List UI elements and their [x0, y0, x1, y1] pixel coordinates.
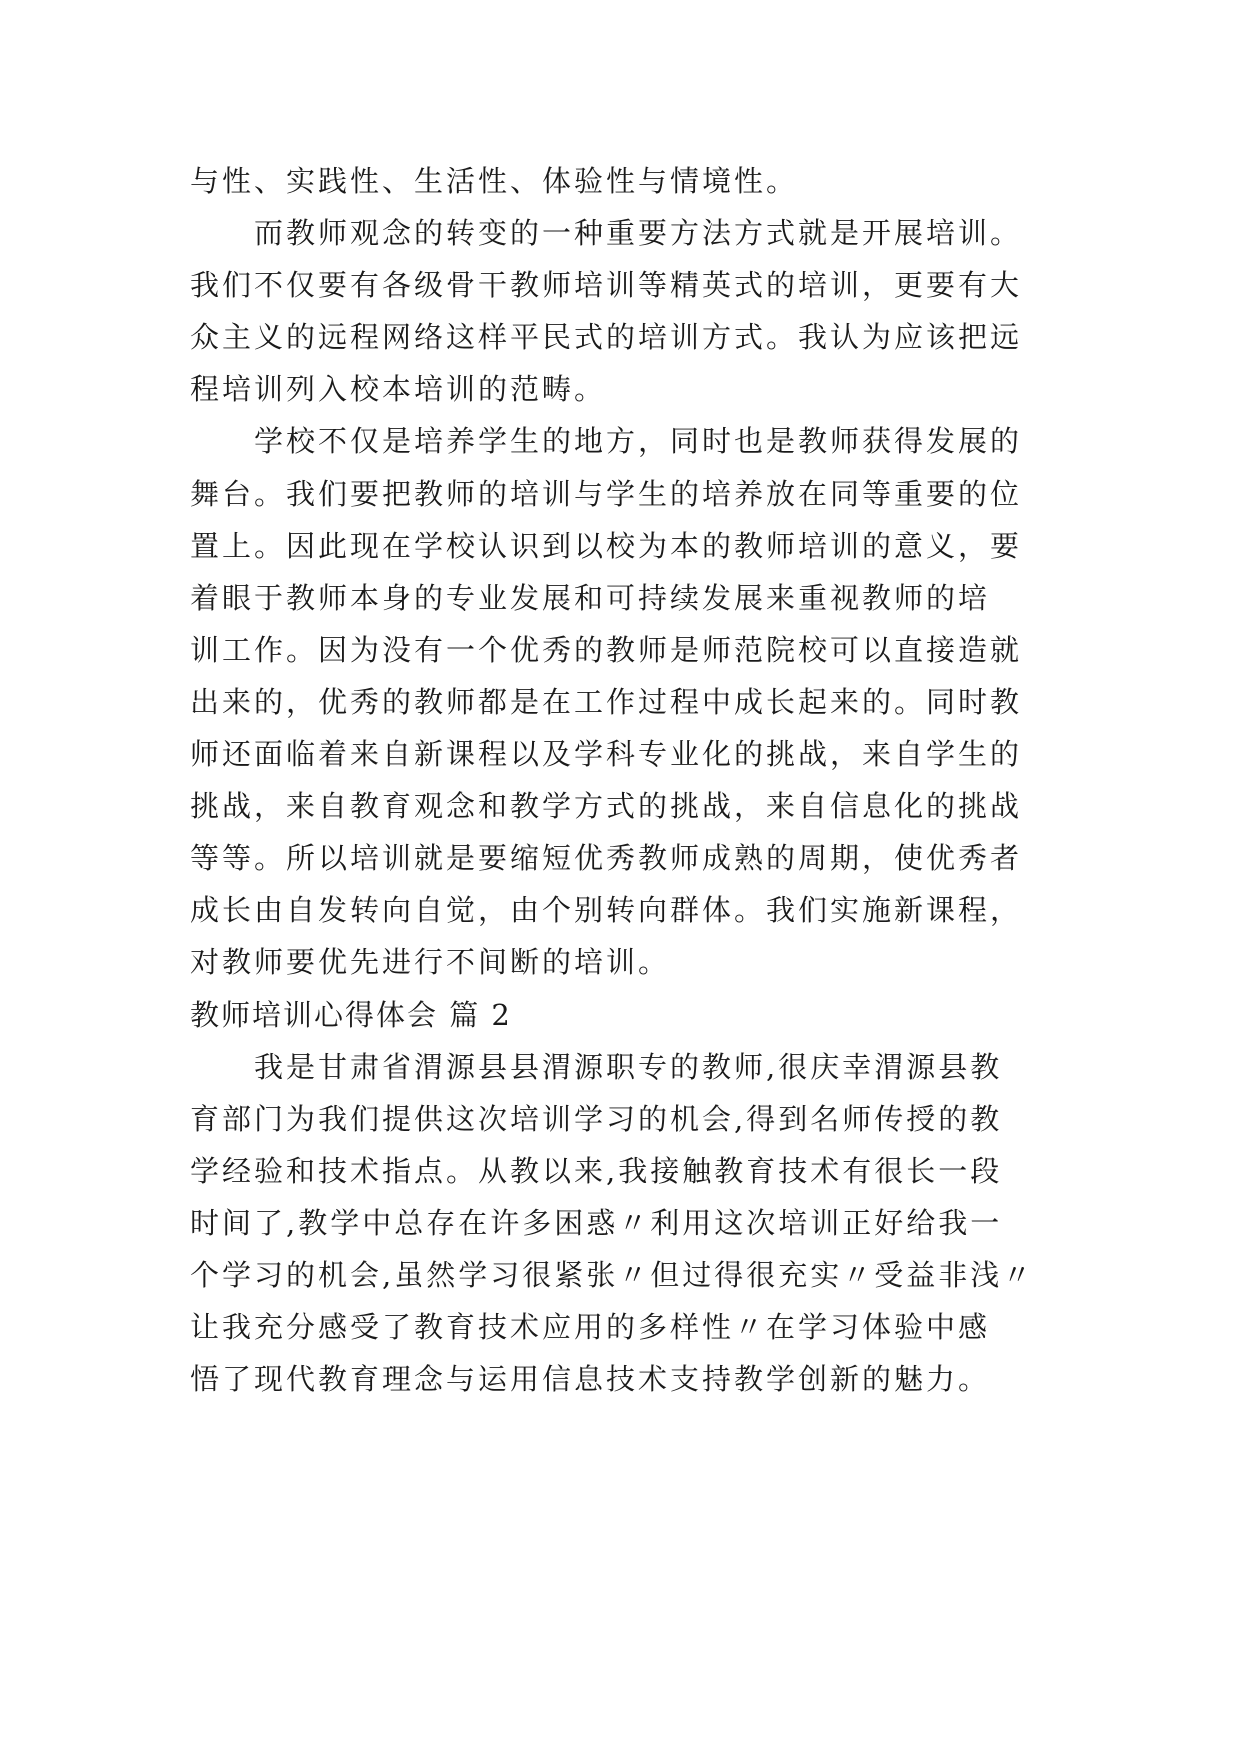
- text-line: 我们不仅要有各级骨干教师培训等精英式的培训，更要有大: [190, 268, 1023, 303]
- text-line: 等等。所以培训就是要缩短优秀教师成熟的周期，使优秀者: [190, 841, 1023, 876]
- text-line: 我是甘肃省渭源县县渭源职专的教师,很庆幸渭源县教: [254, 1049, 1003, 1084]
- text-line: 学校不仅是培养学生的地方，同时也是教师获得发展的: [254, 424, 1023, 459]
- text-line: 对教师要优先进行不间断的培训。: [190, 945, 671, 980]
- text-line: 育部门为我们提供这次培训学习的机会,得到名师传授的教: [190, 1101, 1003, 1136]
- text-line: 着眼于教师本身的专业发展和可持续发展来重视教师的培: [190, 580, 991, 615]
- text-line: 舞台。我们要把教师的培训与学生的培养放在同等重要的位: [190, 476, 1023, 511]
- text-line: 置上。因此现在学校认识到以校为本的教师培训的意义，要: [190, 528, 1023, 563]
- section-heading: 教师培训心得体会 篇 2: [190, 997, 512, 1032]
- document-body: [190, 155, 1085, 1405]
- text-line: 让我充分感受了教育技术应用的多样性〃在学习体验中感: [190, 1310, 991, 1345]
- text-line: 成长由自发转向自觉，由个别转向群体。我们实施新课程，: [190, 893, 1023, 928]
- text-line: 而教师观念的转变的一种重要方法方式就是开展培训。: [254, 216, 1023, 251]
- text-line: 时间了,教学中总存在许多困惑〃利用这次培训正好给我一: [190, 1205, 1003, 1240]
- text-line: 与性、实践性、生活性、体验性与情境性。: [190, 164, 799, 198]
- text-line: 学经验和技术指点。从教以来,我接触教育技术有很长一段: [190, 1153, 1003, 1188]
- text-line: 出来的，优秀的教师都是在工作过程中成长起来的。同时教: [190, 684, 1023, 719]
- text-line: 众主义的远程网络这样平民式的培训方式。我认为应该把远: [190, 320, 1023, 355]
- text-line: 训工作。因为没有一个优秀的教师是师范院校可以直接造就: [190, 632, 1023, 667]
- text-line: 师还面临着来自新课程以及学科专业化的挑战，来自学生的: [190, 737, 1023, 772]
- text-line: 程培训列入校本培训的范畴。: [190, 372, 607, 407]
- text-line: 个学习的机会,虽然学习很紧张〃但过得很充实〃受益非浅〃: [190, 1257, 1035, 1292]
- text-line: 挑战，来自教育观念和教学方式的挑战，来自信息化的挑战: [190, 789, 1023, 824]
- text-line: 悟了现代教育理念与运用信息技术支持教学创新的魅力。: [190, 1362, 991, 1397]
